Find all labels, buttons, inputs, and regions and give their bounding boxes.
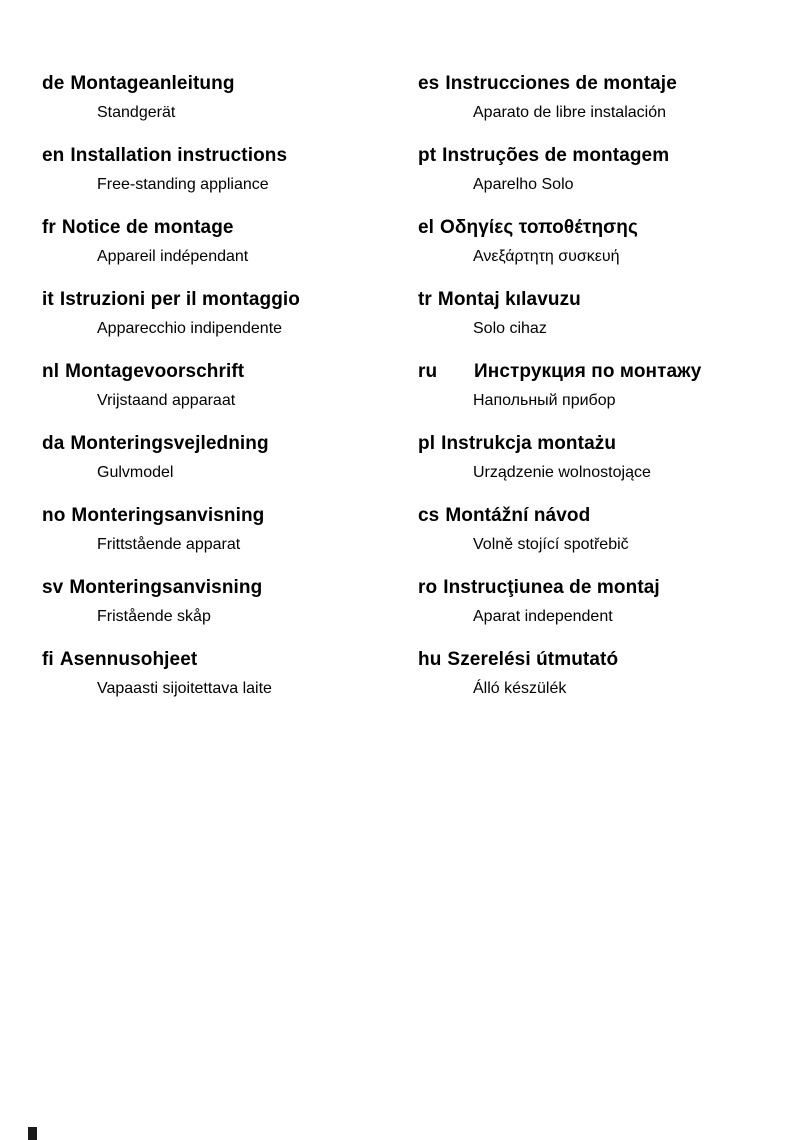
entry-subtitle: Aparat independent — [473, 608, 613, 625]
entry-title-line — [42, 288, 418, 311]
entry-title-line — [42, 144, 418, 167]
entry-title: Instrukcja montażu — [441, 433, 617, 454]
language-column-left — [42, 72, 418, 720]
entry-subtitle: Vapaasti sijoitettava laite — [97, 680, 272, 697]
entry-subtitle: Fristående skåp — [97, 608, 211, 625]
language-code: de — [42, 73, 65, 94]
entry-title-line — [42, 648, 418, 671]
language-entry-en — [42, 144, 418, 194]
entry-subtitle: Gulvmodel — [97, 464, 174, 481]
entry-title-line — [418, 288, 794, 311]
entry-title-line — [418, 72, 794, 95]
entry-title-line — [42, 216, 418, 239]
entry-title-line — [42, 576, 418, 599]
entry-title-line — [418, 144, 794, 167]
entry-title: Monteringsanvisning — [71, 505, 265, 526]
entry-subtitle: Free-standing appliance — [97, 176, 269, 193]
language-code: tr — [418, 289, 432, 310]
language-code: el — [418, 217, 435, 238]
entry-title-line — [42, 360, 418, 383]
language-entry-fr — [42, 216, 418, 266]
language-code: ru — [418, 361, 438, 382]
language-entry-cs — [418, 504, 794, 554]
language-code: fr — [42, 217, 56, 238]
entry-subtitle: Vrijstaand apparaat — [97, 392, 236, 409]
language-entry-es — [418, 72, 794, 122]
entry-title-line — [42, 504, 418, 527]
entry-title: Instrucţiunea de montaj — [443, 577, 660, 598]
language-entry-no — [42, 504, 418, 554]
entry-title: Instrucciones de montaje — [445, 73, 677, 94]
entry-title: Montagevoorschrift — [65, 361, 245, 382]
language-entry-tr — [418, 288, 794, 338]
entry-subtitle: Ανεξάρτητη συσκευή — [473, 248, 620, 265]
language-column-right — [418, 72, 794, 720]
language-code: en — [42, 145, 65, 166]
language-entry-it — [42, 288, 418, 338]
language-code: cs — [418, 505, 440, 526]
entry-subtitle: Aparelho Solo — [473, 176, 574, 193]
entry-title: Monteringsanvisning — [69, 577, 263, 598]
entry-title-line — [418, 576, 794, 599]
language-entry-nl — [42, 360, 418, 410]
entry-title: Istruzioni per il montaggio — [59, 289, 301, 310]
entry-title-line — [42, 72, 418, 95]
language-entry-da — [42, 432, 418, 482]
entry-subtitle: Urządzenie wolnostojące — [473, 464, 651, 481]
language-entry-ro — [418, 576, 794, 626]
language-code: pt — [418, 145, 437, 166]
entry-title: Montageanleitung — [70, 73, 235, 94]
language-entry-el — [418, 216, 794, 266]
language-code: da — [42, 433, 65, 454]
language-entry-de — [42, 72, 418, 122]
language-code: es — [418, 73, 440, 94]
entry-title-line — [418, 360, 794, 383]
entry-title: Instruções de montagem — [442, 145, 670, 166]
entry-title: Szerelési útmutató — [447, 649, 619, 670]
language-code: pl — [418, 433, 436, 454]
entry-title-line — [42, 432, 418, 455]
manual-cover-page — [42, 72, 802, 720]
language-code: no — [42, 505, 66, 526]
entry-subtitle: Frittstående apparat — [97, 536, 241, 553]
entry-title: Notice de montage — [61, 217, 234, 238]
entry-title: Инструкция по монтажу — [474, 361, 702, 382]
entry-title-line — [418, 648, 794, 671]
language-entry-sv — [42, 576, 418, 626]
entry-subtitle: Solo cihaz — [473, 320, 547, 337]
entry-title: Installation instructions — [70, 145, 288, 166]
language-entry-pt — [418, 144, 794, 194]
entry-title: Montaj kılavuzu — [437, 289, 581, 310]
language-code: it — [42, 289, 54, 310]
language-code: sv — [42, 577, 64, 598]
entry-title-line — [418, 504, 794, 527]
entry-subtitle: Volně stojící spotřebič — [473, 536, 629, 553]
entry-title-line — [418, 432, 794, 455]
entry-subtitle: Apparecchio indipendente — [97, 320, 283, 337]
page-corner-registration-mark — [28, 1127, 37, 1140]
language-code: hu — [418, 649, 442, 670]
entry-subtitle: Standgerät — [97, 104, 176, 121]
language-entry-hu — [418, 648, 794, 698]
entry-title-line — [418, 216, 794, 239]
language-code: nl — [42, 361, 60, 382]
entry-title: Asennusohjeet — [59, 649, 198, 670]
entry-title: Montážní návod — [445, 505, 591, 526]
entry-subtitle: Aparato de libre instalación — [473, 104, 667, 121]
entry-subtitle: Álló készülék — [473, 680, 567, 697]
language-entry-ru — [418, 360, 794, 410]
entry-subtitle: Appareil indépendant — [97, 248, 249, 265]
entry-title: Monteringsvejledning — [70, 433, 269, 454]
entry-title: Οδηγίες τοποθέτησης — [440, 217, 638, 238]
language-code: fi — [42, 649, 54, 670]
language-code: ro — [418, 577, 438, 598]
language-entry-fi — [42, 648, 418, 698]
language-entry-pl — [418, 432, 794, 482]
entry-subtitle: Напольный прибор — [473, 392, 616, 409]
